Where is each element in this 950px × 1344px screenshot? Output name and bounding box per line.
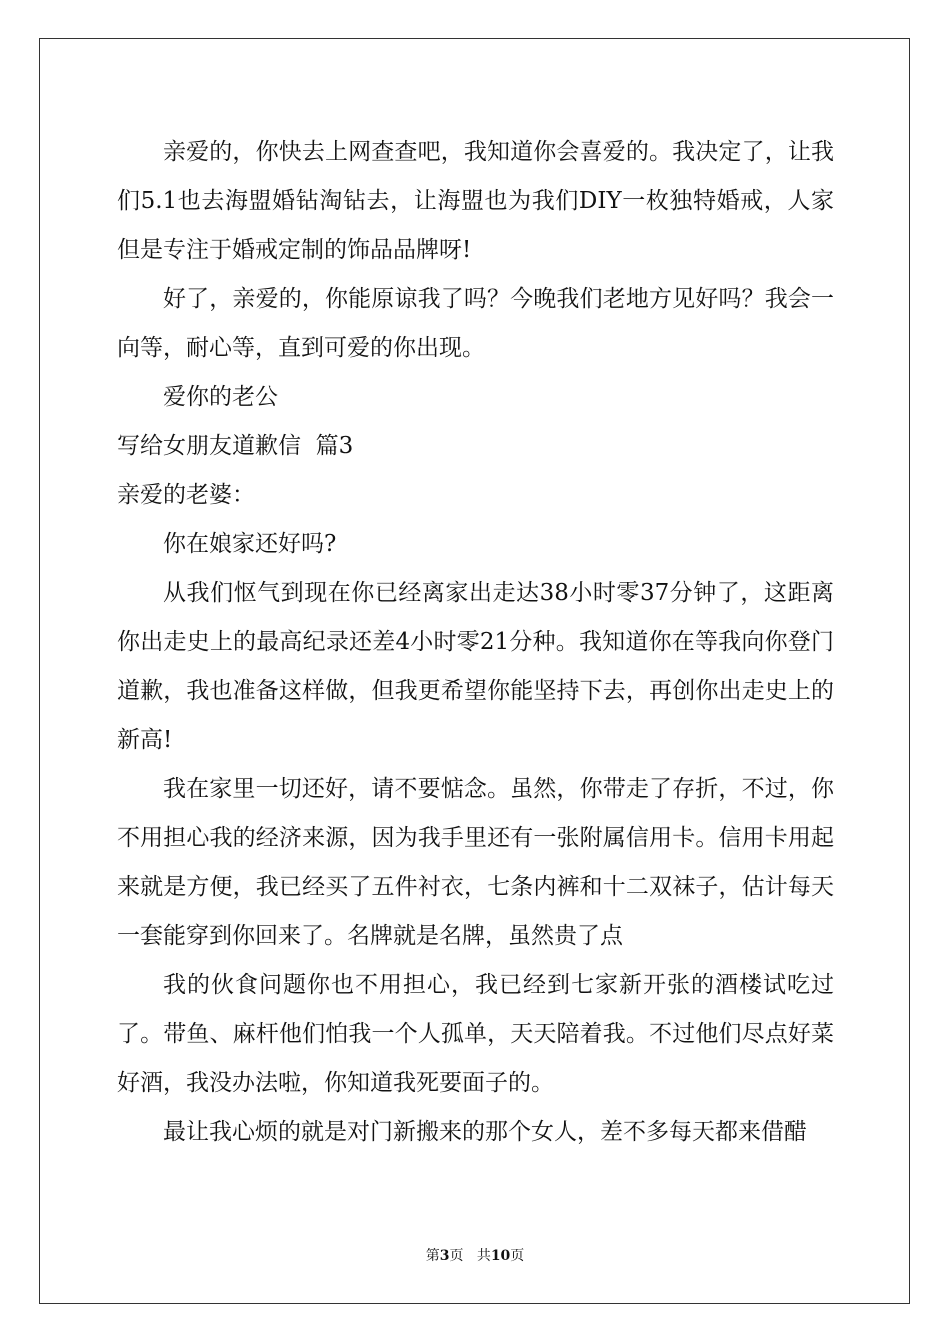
page-total: 10: [490, 1248, 511, 1264]
salutation: 亲爱的老婆：: [117, 482, 255, 508]
paragraph: 我的伙食问题你也不用担心，我已经到七家新开张的酒楼试吃过了。带鱼、麻杆他们怕我一个人孤单，天天陪着我。不过他们尽点好菜好酒，我没办法啦，你知道我死要面子的。: [117, 972, 834, 1096]
signature-line: 爱你的老公: [163, 384, 278, 410]
document-body: [117, 128, 834, 1157]
page-suffix: 页: [449, 1248, 464, 1264]
page-prefix: 第: [425, 1248, 440, 1264]
total-suffix: 页: [510, 1248, 525, 1264]
paragraph: 好了，亲爱的，你能原谅我了吗？今晚我们老地方见好吗？我会一向等，耐心等，直到可爱的你出现。: [117, 286, 834, 361]
paragraph: 你在娘家还好吗?: [163, 531, 337, 557]
page-current: 3: [439, 1248, 450, 1264]
section-heading: 写给女朋友道歉信 篇3: [117, 433, 354, 459]
total-prefix: 共: [476, 1248, 491, 1264]
paragraph: 亲爱的，你快去上网查查吧，我知道你会喜爱的。我决定了，让我们5.1也去海盟婚钻淘钻去，让海盟也为我们DIY一枚独特婚戒，人家但是专注于婚戒定制的饰品品牌呀!: [117, 139, 834, 263]
paragraph: 从我们怄气到现在你已经离家出走达38小时零37分钟了，这距离你出走史上的最高纪录还差4小时零21分种。我知道你在等我向你登门道歉，我也准备这样做，但我更希望你能坚持下去，再创你出走史上的新高!: [117, 580, 834, 753]
page-footer: [0, 1245, 950, 1265]
paragraph: 最让我心烦的就是对门新搬来的那个女人，差不多每天都来借醋: [163, 1119, 807, 1145]
paragraph: 我在家里一切还好，请不要惦念。虽然，你带走了存折，不过，你不用担心我的经济来源，因为我手里还有一张附属信用卡。信用卡用起来就是方便，我已经买了五件衬衣，七条内裤和十二双袜子，估计每天一套能穿到你回来了。名牌就是名牌，虽然贵了点: [117, 776, 834, 949]
